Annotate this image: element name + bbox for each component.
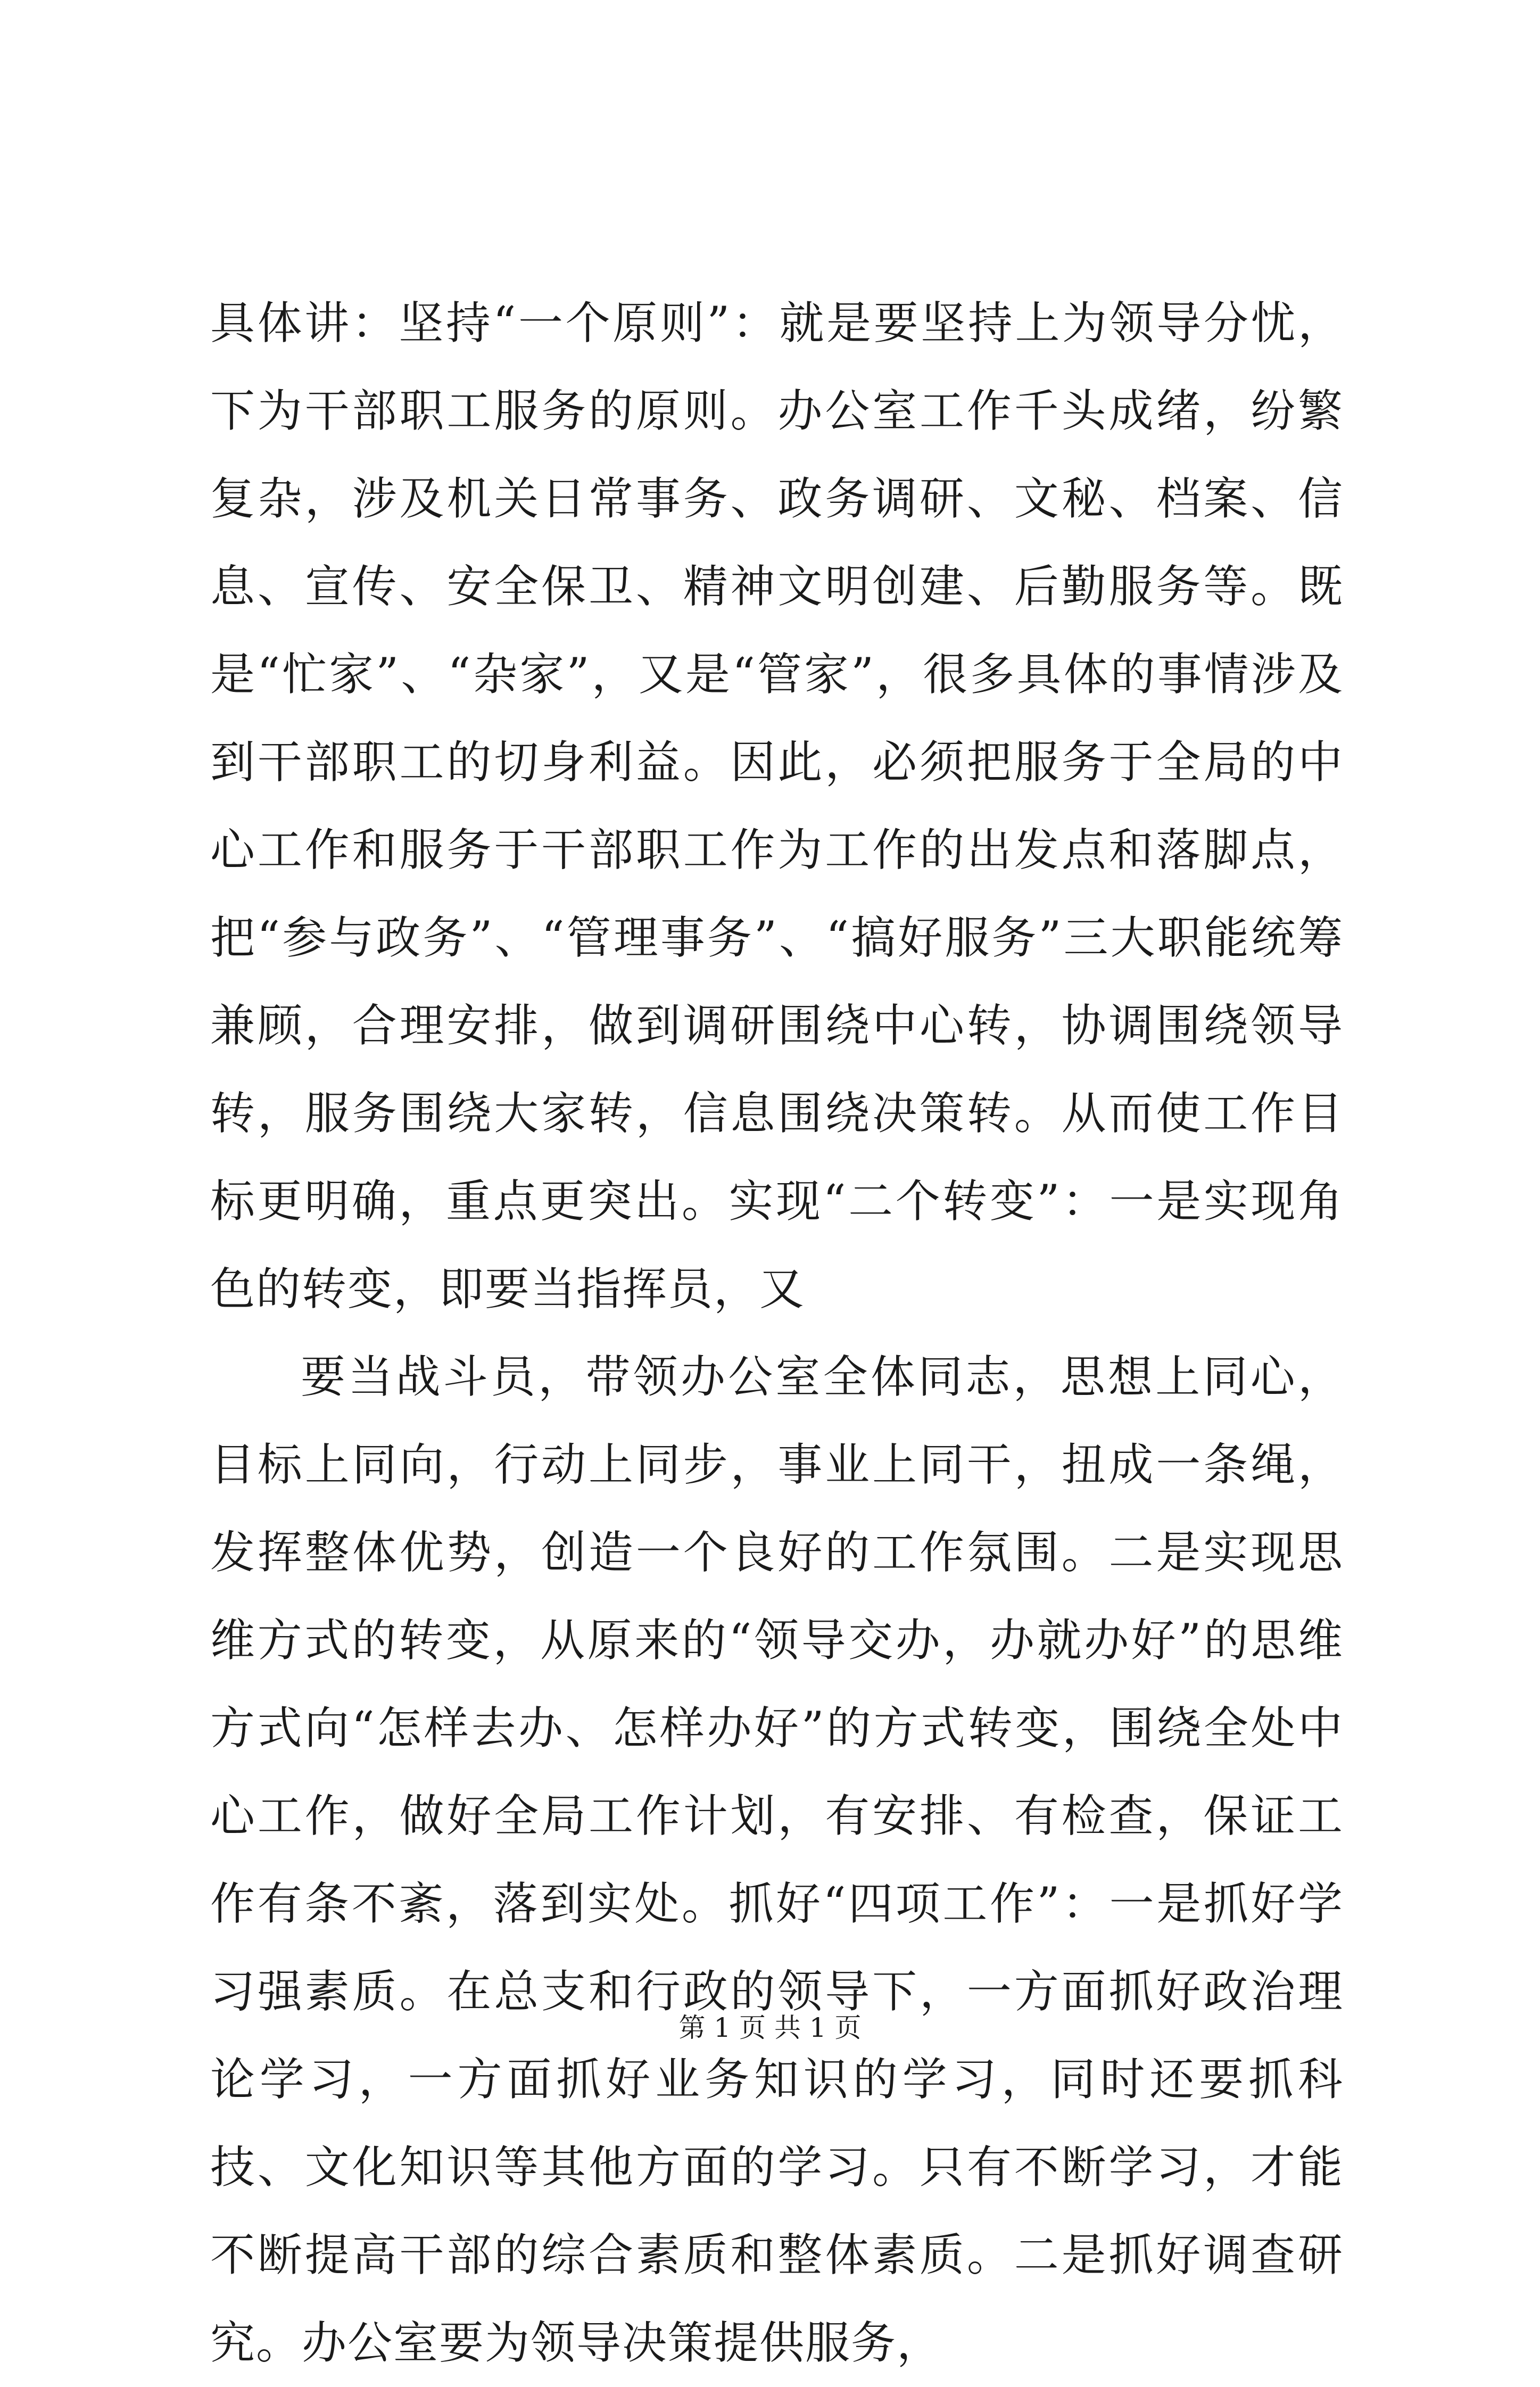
document-body xyxy=(210,279,1344,2387)
paragraph-2: 要当战斗员，带领办公室全体同志，思想上同心，目标上同向，行动上同步，事业上同干，扭成一条绳，发挥整体优势，创造一个良好的工作氛围。二是实现思维方式的转变，从原来的“领导交办，办就办好”的思维方式向“怎样去办、怎样办好”的方式转变，围绕全处中心工作，做好全局工作计划，有安排、有检查，保证工作有条不紊，落到实处。抓好“四项工作”：一是抓好学习强素质。在总支和行政的领导下，一方面抓好政治理论学习，一方面抓好业务知识的学习，同时还要抓科技、文化知识等其他方面的学习。只有不断学习，才能不断提高干部的综合素质和整体素质。二是抓好调查研究。办公室要为领导决策提供服务， xyxy=(210,1351,1344,2369)
page-footer: 第 1 页 共 1 页 xyxy=(678,2012,862,2043)
paragraph-1: 具体讲：坚持“一个原则”：就是要坚持上为领导分忧，下为干部职工服务的原则。办公室工作千头成绪，纷繁复杂，涉及机关日常事务、政务调研、文秘、档案、信息、宣传、安全保卫、精神文明创建、后勤服务等。既是“忙家”、“杂家”，又是“管家”，很多具体的事情涉及到干部职工的切身利益。因此，必须把服务于全局的中心工作和服务于干部职工作为工作的出发点和落脚点，把“参与政务”、“管理事务”、“搞好服务”三大职能统筹兼顾，合理安排，做到调研围绕中心转，协调围绕领导转，服务围绕大家转，信息围绕决策转。从而使工作目标更明确，重点更突出。实现“二个转变”：一是实现角色的转变，即要当指挥员，又 xyxy=(210,297,1344,1315)
